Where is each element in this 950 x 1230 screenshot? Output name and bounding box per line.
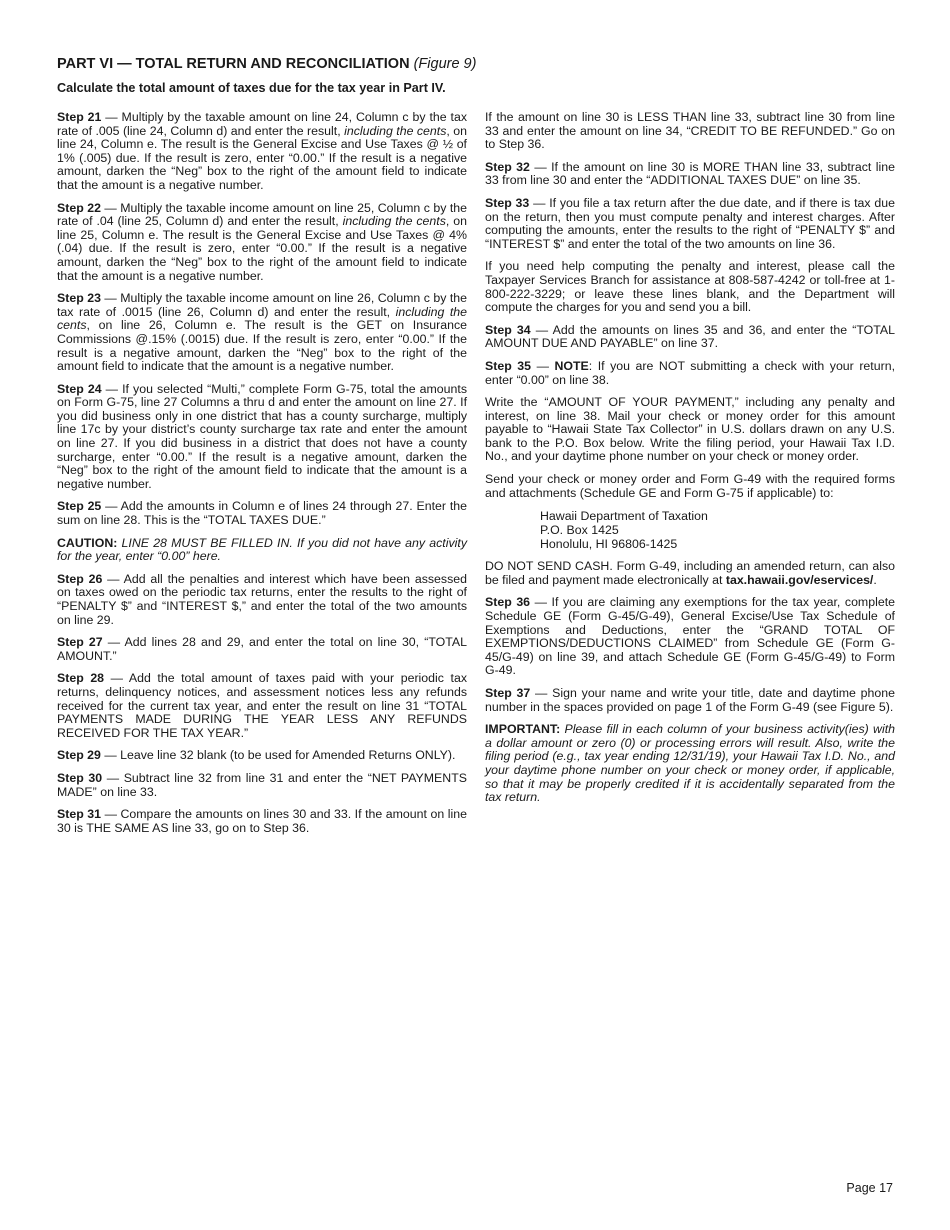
- step-22-text-end: , on line 25, Column e. The result is the General Excise and Use Taxes @ 4% (.04) due. If the result is zero, enter “0.00.” If the result is a negative amount, darken the “Neg” box to the right of the amount field to indicate that the amount is a negative number.: [57, 214, 467, 283]
- step-33: [485, 197, 895, 251]
- step-31-text: — Compare the amounts on lines 30 and 33. If the amount on line 30 is THE SAME AS line 33, go on to Step 36.: [57, 807, 467, 835]
- page-number: Page 17: [846, 1181, 893, 1195]
- step-37-text: — Sign your name and write your title, date and daytime phone number in the spaces provided on page 1 of the Form G-49 (see Figure 5).: [485, 686, 895, 714]
- step-36-label: Step 36: [485, 595, 531, 610]
- step-21-text: — Multiply by the taxable amount on line 24, Column c by the tax rate of .005 (line 24, Column d) and enter the result,: [57, 110, 467, 138]
- step-34-text: — Add the amounts on lines 35 and 36, and enter the “TOTAL AMOUNT DUE AND PAYABLE” on line 37.: [485, 322, 895, 351]
- caution-label: CAUTION:: [57, 535, 118, 550]
- send-paragraph: Send your check or money order and Form G-49 with the required forms and attachments (Schedule GE and Form G-75 if applicable) to:: [485, 472, 895, 500]
- step-36: [485, 596, 895, 678]
- step-25: [57, 500, 467, 527]
- no-cash-paragraph: [485, 560, 895, 587]
- step-34-label: Step 34: [485, 322, 531, 337]
- right-column: [485, 111, 895, 814]
- step-37-label: Step 37: [485, 686, 531, 700]
- no-cash-end: .: [873, 572, 877, 587]
- step-23-text: — Multiply the taxable income amount on line 26, Column c by the tax rate of .0015 (line 26, Column d) and enter the result,: [57, 291, 467, 319]
- step-35-text: : If you are NOT submitting a check with your return, enter “0.00” on line 38.: [485, 358, 895, 387]
- eservices-link[interactable]: tax.hawaii.gov/eservices/: [725, 572, 874, 587]
- step-21: [57, 111, 467, 193]
- step-26: [57, 573, 467, 627]
- step-23-label: Step 23: [57, 291, 101, 306]
- step-24: [57, 383, 467, 492]
- step-31-label: Step 31: [57, 807, 102, 822]
- step-34: [485, 324, 895, 351]
- important-text: Please fill in each column of your business activity(ies) with a dollar amount or zero (0) or processing errors will result. Also, write the filing period (e.g., tax year ending 12/31/19), your Hawaii Tax I.D. No., and your daytime phone number on your check or money order, if applicable, so that it may be properly credited if it is accidentally separated from the tax return.: [485, 722, 895, 805]
- step-35-dash: —: [531, 358, 555, 373]
- step-30-text: — Subtract line 32 from line 31 and enter the “NET PAYMENTS MADE” on line 33.: [57, 770, 467, 799]
- step-26-text: — Add all the penalties and interest which have been assessed on taxes owed on the periodic tax returns, enter the results to the right of “PENALTY $” and “INTEREST $,” and enter the total of the two amounts on line 29.: [57, 571, 467, 627]
- step-23: [57, 292, 467, 374]
- step-32-text: — If the amount on line 30 is MORE THAN line 33, subtract line 33 from line 30 and enter the “ADDITIONAL TAXES DUE” on line 35.: [485, 159, 895, 188]
- step-27-text: — Add lines 28 and 29, and enter the total on line 30, “TOTAL AMOUNT.”: [57, 635, 467, 663]
- step-31: [57, 808, 467, 835]
- step-25-text: — Add the amounts in Column e of lines 24 through 27. Enter the sum on line 28. This is the “TOTAL TAXES DUE.”: [57, 499, 467, 528]
- left-column: [57, 111, 467, 844]
- step-29-label: Step 29: [57, 748, 101, 763]
- step-28: [57, 672, 467, 740]
- step-28-text: — Add the total amount of taxes paid with your periodic tax returns, delinquency notices, and assessment notices less any refunds received for the current tax year, and enter the result on line 31 “TOTAL PAYMENTS MADE DURING THE YEAR LESS ANY REFUNDS RECEIVED FOR THE TAX YEAR.”: [57, 671, 467, 740]
- step-33-label: Step 33: [485, 195, 530, 210]
- step-36-text: — If you are claiming any exemptions for the tax year, complete Schedule GE (Form G-45/G-49), General Excise/Use Tax Schedule of Exemptions and Deductions, enter the “GRAND TOTAL OF EXEMPTIONS/DEDUCTIONS CLAIMED” from Schedule GE (Form G-45/G-49) on line 39, and attach Schedule GE (Form G-45/G-49) to Form G-49.: [485, 595, 895, 678]
- address-line-2: P.O. Box 1425: [540, 523, 619, 538]
- step-21-text-end: , on line 24, Column e. The result is the General Excise and Use Taxes @ ½ of 1% (.005) due. If the result is zero, enter “0.00.” If the result is a negative amount, darken the “Neg” box to the right of the amount field to indicate that the amount is a negative number.: [57, 123, 468, 192]
- caution-note: [57, 537, 467, 564]
- step-21-italic: including the cents: [344, 123, 447, 138]
- step-33-text: — If you file a tax return after the due date, and if there is tax due on the return, then you must compute penalty and interest charges. After computing the amounts, enter the results to the right of “PENALTY $” and “INTEREST $” and enter the total of the two amounts on line 36.: [485, 195, 895, 251]
- step-28-label: Step 28: [57, 671, 105, 686]
- step-22-label: Step 22: [57, 200, 101, 215]
- step-23-text-end: , on line 26, Column e. The result is the GET on Insurance Commissions @.15% (.0015) due. If the result is zero, enter “0.00.” If the result is a negative amount, darken the “Neg” box to the right of the amount field to indicate that the amount is a negative number.: [57, 318, 467, 374]
- step-30: [57, 772, 467, 799]
- step-22-italic: including the cents: [342, 214, 446, 229]
- step-30-label: Step 30: [57, 770, 103, 785]
- step-22-text: — Multiply the taxable income amount on line 25, Column c by the rate of .04 (line 25, Column d) and enter the result,: [57, 200, 467, 229]
- step-25-label: Step 25: [57, 499, 102, 514]
- no-cash-text: DO NOT SEND CASH. Form G-49, including an amended return, can also be filed and payment made electronically at: [485, 559, 895, 587]
- step-26-label: Step 26: [57, 571, 103, 586]
- title-text: PART VI — TOTAL RETURN AND RECONCILIATION: [57, 56, 410, 72]
- step-35-label: Step 35: [485, 358, 532, 373]
- caution-text: LINE 28 MUST BE FILLED IN. If you did not have any activity for the year, enter “0.00” here.: [57, 535, 467, 564]
- help-paragraph: If you need help computing the penalty and interest, please call the Taxpayer Services Branch for assistance at 808-587-4242 or toll-free at 1-800-222-3229; or leave these lines blank, and the Department will compute the charges for you and send you a bill.: [485, 259, 895, 315]
- mailing-address: [540, 509, 895, 551]
- step-32-label: Step 32: [485, 159, 530, 174]
- step-27-label: Step 27: [57, 635, 103, 650]
- step-27: [57, 636, 467, 663]
- address-line-3: Honolulu, HI 96806-1425: [540, 537, 678, 552]
- page-subtitle: Calculate the total amount of taxes due for the tax year in Part IV.: [57, 81, 446, 95]
- page-title: [57, 56, 476, 72]
- important-note: [485, 723, 895, 805]
- step-24-text: — If you selected “Multi,” complete Form G-75, total the amounts on Form G-75, line 27 Columns a thru d and enter the amount on line 27. If you did business only in one district that has a county surcharge, multiply line 17c by your district’s county surcharge tax rate and enter the amount on line 27. If you did business in a district that does not have a county surcharge, enter “0.00.” If the result is a negative amount, darken the “Neg” box to the right of the amount field to indicate that the amount is a negative number.: [57, 381, 467, 491]
- address-line-1: Hawaii Department of Taxation: [540, 509, 708, 524]
- step-32: [485, 161, 895, 188]
- step-31-continued: If the amount on line 30 is LESS THAN line 33, subtract line 30 from line 33 and enter the amount on line 34, “CREDIT TO BE REFUNDED.” Go on to Step 36.: [485, 110, 895, 152]
- step-37: [485, 687, 895, 714]
- step-35: [485, 360, 895, 387]
- step-22: [57, 202, 467, 284]
- step-29-text: — Leave line 32 blank (to be used for Amended Returns ONLY).: [100, 748, 456, 763]
- payment-paragraph: Write the “AMOUNT OF YOUR PAYMENT,” including any penalty and interest, on line 38. Mail your check or money order for this amount payable to “Hawaii State Tax Collector” in U.S. dollars drawn on any U.S. bank to the P.O. Box below. Write the filing period, your Hawaii Tax I.D. No., and your daytime phone number on your check or money order.: [485, 395, 895, 464]
- step-24-label: Step 24: [57, 381, 102, 396]
- step-35-note-label: NOTE: [554, 358, 589, 373]
- step-23-italic: including the cents: [57, 304, 467, 333]
- step-29: [57, 749, 467, 763]
- step-21-label: Step 21: [57, 110, 102, 124]
- figure-reference: (Figure 9): [413, 56, 477, 72]
- important-label: IMPORTANT:: [485, 722, 561, 737]
